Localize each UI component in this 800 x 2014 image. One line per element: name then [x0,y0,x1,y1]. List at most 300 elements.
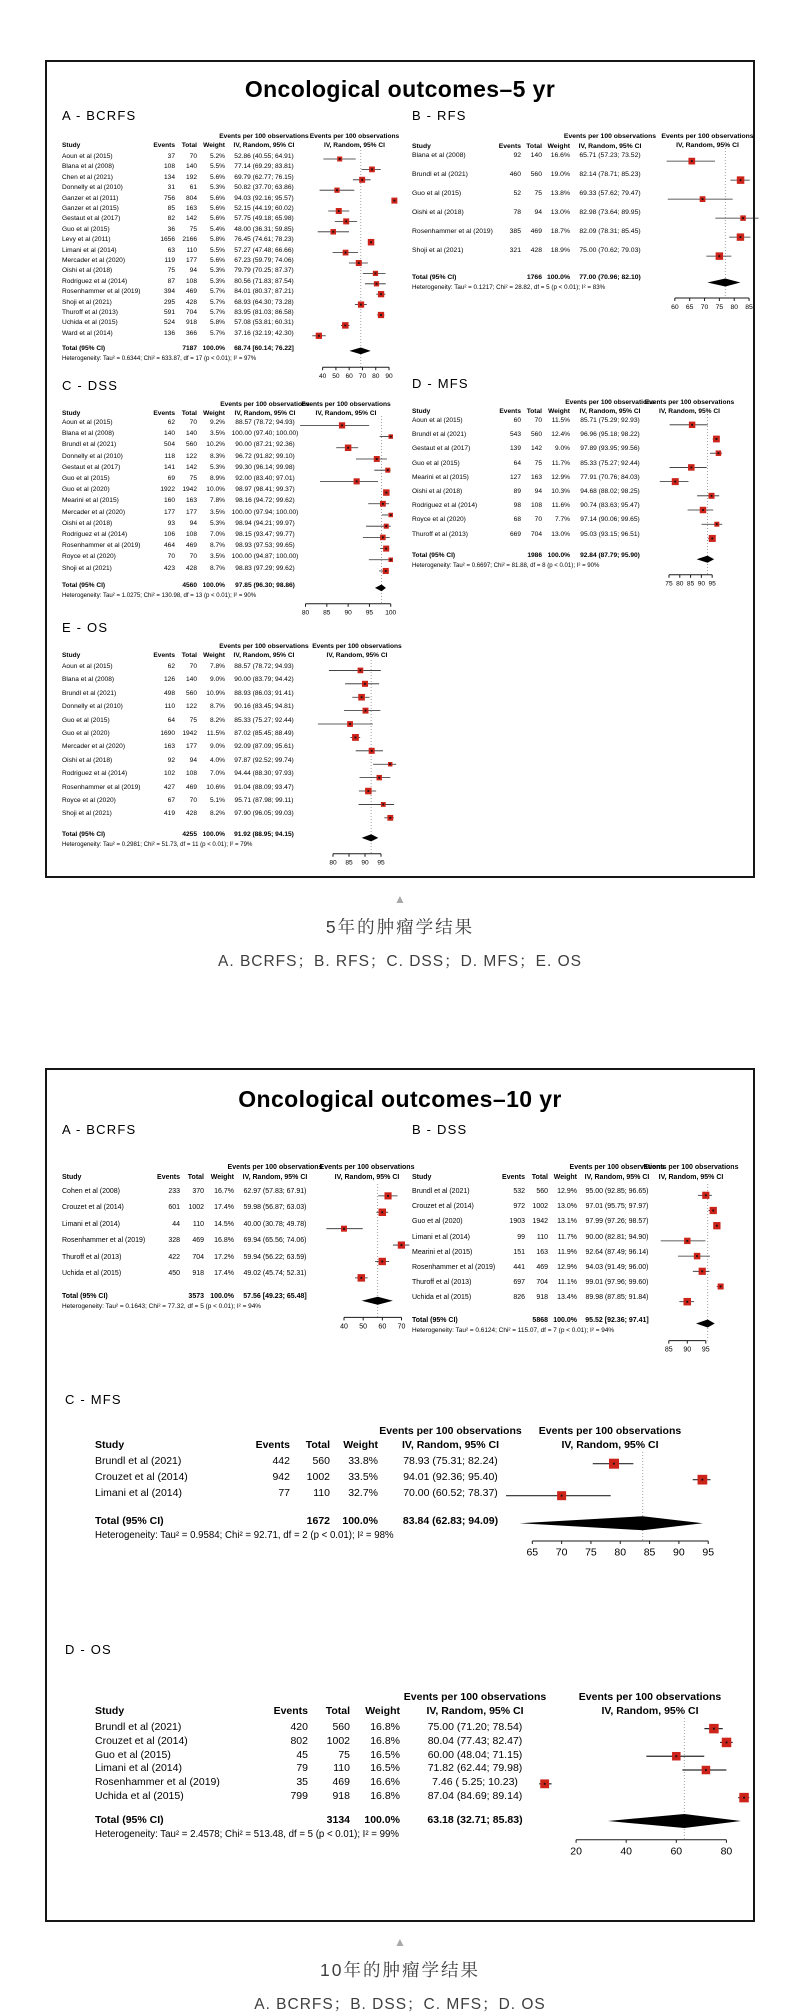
weight-value: 10.6% [206,783,225,791]
effect-center-dot [367,790,369,792]
study-row [62,1254,316,1261]
axis-tick-label: 80 [329,859,337,867]
effect-center-dot [716,1225,718,1227]
events-value: 92 [167,756,175,764]
study-name: Aoun et al (2015) [62,419,113,426]
weight-value: 8.7% [209,703,225,711]
effect-center-dot [371,750,373,752]
weight-value: 3.5% [209,508,225,516]
total-value: 70 [189,153,197,160]
plot-events-header: Events per 100 observations [301,401,391,408]
weight-value: 5.6% [209,194,225,202]
ci-text: 90.16 (83.45; 94.81) [234,703,294,711]
ci-text: 98.16 (94.72; 99.62) [235,497,295,505]
ci-text: 91.92 (88.95; 94.15) [234,830,294,838]
ci-text: 97.89 (93.95; 99.56) [580,445,640,453]
total-value: 75 [534,459,542,467]
weight-value: 100.0% [546,274,570,281]
ci-text: 75.00 (71.20; 78.54) [427,1721,523,1733]
ci-text: 92.84 (87.79; 95.90) [580,551,640,559]
weight-value: 19.0% [550,171,570,178]
effect-center-dot [385,525,387,527]
weight-value: 5.6% [209,173,225,181]
weight-value: 10.2% [206,441,225,449]
effect-center-dot [696,1255,698,1257]
events-value: 756 [163,194,175,202]
total-value: 1942 [182,730,197,737]
total-value: 428 [185,298,197,306]
effect-center-dot [378,777,380,779]
total-value: 110 [192,1220,204,1228]
column-header-row [62,653,303,660]
total-value: 94 [189,267,197,275]
weight-value: 9.0% [554,445,570,453]
axis-tick-label: 60 [345,372,353,380]
pooled-diamond [362,834,379,841]
axis-tick-label: 95 [702,1546,715,1559]
study-name: Blana et al (2008) [412,152,466,159]
study-name: Rosenhammer et al (2019) [412,1264,496,1271]
weight-value: 12.9% [557,1188,577,1195]
total-value: 1942 [532,1218,548,1226]
effect-center-dot [382,503,384,505]
events-value: 441 [513,1264,525,1271]
ci-text: 87.02 (85.45; 88.49) [234,730,294,737]
weight-value: 18.9% [550,247,570,254]
effect-center-dot [365,710,367,712]
total-value: 704 [530,530,542,538]
plot-model-header: IV, Random, 95% CI [315,410,377,417]
effect-center-dot [361,696,363,698]
study-name: Aoun et al (2015) [412,417,463,424]
study-row [412,432,650,439]
events-value: 427 [163,783,175,791]
plot-events-header: Events per 100 observations [661,133,754,140]
weight-value: 11.6% [551,502,570,510]
weight-value: 10.0% [206,486,225,494]
weight-value: 9.0% [209,743,225,751]
total-value: 94 [189,756,197,764]
ci-text: 52.15 (44.19; 60.02) [234,205,294,212]
plot-model-header: IV, Random, 95% CI [326,652,388,659]
total-value: 108 [185,531,197,538]
events-value: 92 [513,152,521,159]
weight-value: 100.0% [202,830,225,838]
plot-events-header: Events per 100 observations [312,643,402,650]
ci-text: 95.03 (93.15; 96.51) [580,530,640,538]
events-value: 70 [167,553,175,561]
plot-model-header: IV, Random, 95% CI [334,1174,400,1181]
axis-tick-label: 70 [397,1323,406,1331]
events-value: 108 [163,163,175,171]
events-value [154,1293,180,1300]
ci-text: 80.56 (71.83; 87.54) [234,277,294,285]
weight-value: Weight [203,410,225,417]
forest-plot [530,1642,770,1860]
total-value: 75 [189,475,197,482]
ci-text: 57.75 (49.18; 65.98) [234,215,294,223]
events-value: 134 [163,173,175,181]
total-value: 4560 [182,581,197,589]
axis-tick-label: 85 [664,1346,673,1354]
weight-value: Weight [548,408,570,415]
weight-value: 100.0% [342,1515,378,1527]
events-value: 802 [290,1734,308,1747]
study-name: Donnelly et al (2010) [62,452,123,460]
study-name: Aoun et al (2015) [62,153,113,160]
weight-value: 5.6% [209,205,225,212]
panel-label: A - BCRFS [62,108,137,123]
study-name: Rodriguez et al (2014) [412,502,478,510]
ci-text: 98.97 (98.41; 99.37) [235,486,295,494]
total-value: 428 [185,810,197,818]
weight-value: Weight [547,143,570,150]
study-name: Chen et al (2021) [62,173,113,181]
ci-text: 96.72 (91.82; 99.10) [235,452,295,460]
axis-tick-label: 90 [344,609,352,617]
ci-text: 69.33 (57.62; 79.47) [579,190,641,197]
effect-center-dot [720,1286,722,1288]
caption-10yr-items: A. BCRFS；B. DSS；C. MFS；D. OS [254,1996,546,2013]
ci-text: 90.74 (83.63; 95.47) [580,502,640,510]
weight-value: 7.8% [209,497,225,505]
study-row [412,532,650,539]
plot-events-header: Events per 100 observations [309,133,400,140]
study-row [62,289,303,296]
study-row [95,1750,550,1761]
total-value: 163 [536,1248,548,1256]
effect-center-dot [742,217,744,219]
forest-plot [307,108,402,384]
plot-model-header: IV, Random, 95% CI [659,408,720,415]
panel-label: B - RFS [412,108,467,123]
study-row [62,258,303,265]
study-row [62,216,303,223]
total-value: 560 [530,431,542,439]
study-row [62,420,305,427]
study-row [412,228,650,235]
plot-events-header: Events per 100 observations [644,399,735,406]
events-value: 60 [513,417,521,424]
weight-value: 13.1% [557,1218,577,1226]
events-value: 532 [513,1188,525,1195]
events-value: 460 [509,171,521,178]
ci-text: 100.00 (97.94; 100.00) [231,508,299,516]
effect-center-dot [711,495,713,497]
events-value: 422 [168,1253,180,1261]
events-value: 79 [296,1762,308,1775]
study-row [62,268,303,275]
total-value: 1002 [532,1203,548,1211]
study-row [412,517,650,524]
total-value: Total [181,652,197,659]
events-value: Events [153,652,175,659]
events-value: 799 [290,1790,308,1802]
study-name: Uchida et al (2015) [95,1790,184,1802]
study-row [62,164,303,171]
study-name: Limani et al (2014) [412,1233,470,1241]
forest-plot [650,1122,732,1358]
ci-text: 88.57 (78.72; 94.93) [235,419,295,426]
study-name: Thuroff et al (2013) [412,530,468,538]
events-col-header: Events per 100 observations [219,133,309,140]
ci-text: 40.00 (30.78; 49.78) [243,1220,307,1228]
effect-center-dot [376,458,378,460]
ci-text: IV, Random, 95% CI [426,1705,524,1717]
total-value: 61 [189,184,197,192]
axis-tick-label: 40 [318,372,327,380]
study-row [62,175,303,182]
total-value: 469 [185,783,197,791]
total-value: 1002 [188,1204,204,1212]
weight-value: 8.7% [209,542,225,550]
total-value: 918 [185,319,197,327]
effect-center-dot [613,1463,615,1465]
study-row [62,498,305,505]
ci-text: 97.99 (97.26; 98.57) [585,1218,649,1226]
weight-value: 9.0% [209,676,225,684]
forest-plot [312,620,402,870]
total-value: 469 [185,288,197,296]
axis-tick-label: 70 [358,372,367,380]
events-value: 177 [163,508,175,516]
events-value: 504 [163,441,175,449]
effect-center-dot [387,1195,389,1197]
events-value: 464 [163,542,175,550]
plot-events-header: Events per 100 observations [538,1425,682,1437]
effect-center-dot [544,1783,546,1785]
study-row [62,320,303,327]
heterogeneity-note: Heterogeneity: Tau² = 0.6344; Chi² = 633.87, df = 17 (p < 0.01); I² = 97% [62,356,257,363]
events-value: 420 [290,1721,308,1733]
plot-events-header: Events per 100 observations [643,1164,739,1171]
total-value: 70 [189,663,197,670]
ci-text: 97.85 (96.30; 98.86) [235,581,295,589]
total-value: 428 [185,564,197,572]
events-value: 89 [513,488,521,495]
study-name: Total (95% CI) [412,551,456,559]
study-name: Total (95% CI) [95,1515,164,1527]
study-name: Study [95,1705,125,1717]
effect-center-dot [705,1769,707,1771]
effect-center-dot [711,538,713,540]
events-value: 78 [513,209,521,216]
events-value: 37 [167,153,175,160]
ci-text: 99.01 (97.96; 99.60) [585,1279,649,1287]
axis-tick-label: 70 [700,303,709,311]
study-name: Crouzet et al (2014) [62,1204,124,1212]
study-name: Oishi et al (2018) [62,267,113,275]
study-name: Crouzet et al (2014) [412,1203,474,1211]
study-name: Limani et al (2014) [95,1487,182,1499]
forest-plot [652,376,727,591]
axis-tick-label: 80 [372,372,380,380]
weight-value: 5.7% [209,288,225,296]
ci-text: IV, Random, 95% CI [401,1439,500,1451]
study-row [412,1249,657,1256]
total-value: Total [181,142,197,149]
ci-text: 79.79 (70.25; 87.37) [234,267,294,275]
total-value: 3134 [326,1813,350,1826]
ci-text: IV, Random, 95% CI [233,142,295,149]
weight-value: 13.0% [557,1203,577,1211]
effect-center-dot [382,536,384,538]
forest-plot [495,1392,725,1562]
weight-value: 8.2% [209,716,225,724]
effect-center-dot [345,252,347,254]
ci-text: 92.00 (83.40; 97.01) [235,475,295,482]
ci-text: 98.83 (97.29; 99.62) [235,564,295,572]
study-row [62,487,305,494]
weight-value: 14.5% [214,1220,234,1228]
events-value: 826 [513,1294,525,1302]
study-name: Oishi et al (2018) [62,756,113,764]
pooled-diamond [707,279,740,287]
study-row [62,771,303,778]
study-row [412,1294,657,1301]
total-value: 70 [189,553,197,561]
study-name: Guo et al (2015) [62,716,110,724]
events-value: 64 [167,716,175,724]
ci-text: 57.27 (47.48; 66.66) [234,246,294,254]
study-name: Thuroff et al (2013) [62,1253,122,1261]
total-row [62,1293,316,1300]
study-name: Brundl et al (2021) [62,441,117,449]
ci-text: 84.01 (80.37; 87.21) [234,288,294,296]
total-value: 918 [332,1790,350,1802]
total-value: 370 [192,1188,204,1195]
events-value: 697 [513,1279,525,1287]
events-value: 972 [513,1203,525,1211]
total-value: 75 [189,716,197,724]
heterogeneity-note: Heterogeneity: Tau² = 2.4578; Chi² = 513.48, df = 5 (p < 0.01); I² = 99% [95,1828,399,1840]
ci-text: 98.94 (94.21; 99.97) [235,519,295,527]
ci-text: 94.03 (91.49; 96.00) [585,1264,649,1271]
axis-tick-label: 90 [385,372,393,380]
ci-text: 63.18 (32.71; 85.83) [427,1813,523,1826]
study-row [62,1204,316,1211]
weight-value: 5.3% [209,463,225,471]
plot-model-header: IV, Random, 95% CI [324,142,385,149]
events-value: 543 [509,431,521,439]
study-row [412,1279,657,1286]
axis-tick-label: 50 [332,372,340,380]
study-name: Thuroff et al (2013) [412,1279,472,1287]
study-row [412,446,650,453]
study-row [95,1488,523,1499]
ci-text: 59.98 (56.87; 63.03) [243,1204,307,1212]
study-name: Blana et al (2008) [62,163,115,171]
effect-center-dot [561,1495,563,1497]
events-value: 136 [163,329,175,337]
study-name: Guo et al (2015) [62,225,110,233]
study-row [62,154,303,161]
axis-tick-label: 40 [620,1845,633,1858]
study-name: Levy et al (2011) [62,236,111,244]
effect-center-dot [675,1755,677,1757]
total-value: 70 [534,516,542,524]
weight-value: 100.0% [202,345,225,353]
events-value: 233 [168,1188,180,1195]
total-value: Total [531,1174,548,1181]
weight-value: 17.4% [214,1204,234,1212]
effect-center-dot [356,480,358,482]
study-row [95,1777,550,1788]
total-value: 804 [185,194,197,202]
study-row [62,248,303,255]
events-value: Events [498,143,521,150]
weight-value: 17.4% [214,1270,234,1277]
total-value: 469 [332,1776,350,1789]
total-value: Total [187,1174,204,1181]
events-value [497,274,521,281]
events-value: 1656 [160,236,175,244]
total-value: 70 [534,417,542,424]
study-row [412,489,650,496]
caption-5yr [0,893,800,971]
total-value: 110 [333,1762,350,1775]
heterogeneity-note: Heterogeneity: Tau² = 1.0275; Chi² = 130.98, df = 13 (p < 0.01); I² = 90% [62,592,257,599]
weight-value: 10.9% [206,689,225,697]
events-value: 127 [509,473,521,481]
total-value: 918 [536,1294,548,1302]
ci-text: IV, Random, 95% CI [234,410,296,417]
weight-value: 33.5% [348,1471,378,1483]
study-name: Rosenhammer et al (2019) [62,1237,146,1245]
events-value: Events [153,142,175,149]
weight-value: 18.7% [550,228,570,235]
study-row [62,1237,316,1244]
study-row [62,704,303,711]
effect-center-dot [343,1228,345,1230]
events-value: 87 [167,277,175,285]
figure-title-5yr: Oncological outcomes–5 yr [244,76,556,102]
study-name: Shoji et al (2021) [62,298,112,306]
study-name: Brundl et al (2021) [95,1455,182,1467]
ci-text: 97.87 (92.52; 99.74) [234,756,294,764]
ci-text: 48.00 (36.31; 59.85) [234,225,294,233]
study-row [62,718,303,725]
study-name: Total (95% CI) [62,581,106,589]
study-row [62,331,303,338]
axis-tick-label: 70 [555,1546,568,1559]
weight-value: 8.7% [209,564,225,572]
weight-value: 11.9% [557,1248,577,1256]
events-value: 328 [168,1237,180,1245]
weight-value: 11.7% [551,459,570,467]
study-row [412,247,650,254]
study-name: Royce et al (2020) [62,797,116,804]
effect-center-dot [355,737,357,739]
ci-text: 85.33 (75.27; 92.44) [580,459,640,467]
total-value: 94 [534,209,542,216]
axis-tick-label: 85 [323,609,331,617]
total-row [62,832,303,839]
effect-center-dot [380,314,382,316]
ci-text: 94.01 (92.36; 95.40) [403,1471,498,1483]
weight-value: 16.6% [370,1776,400,1789]
study-name: Study [412,143,431,150]
events-value: 119 [164,257,175,264]
study-name: Limani et al (2014) [62,246,117,254]
weight-value: 16.7% [214,1188,234,1195]
total-value: 7187 [182,345,197,353]
study-name: Gestaut et al (2017) [412,445,471,453]
weight-value: 100.0% [210,1293,234,1301]
events-value: Events [255,1439,290,1451]
study-name: Crouzet et al (2014) [95,1471,188,1483]
axis-tick-label: 60 [378,1323,387,1331]
